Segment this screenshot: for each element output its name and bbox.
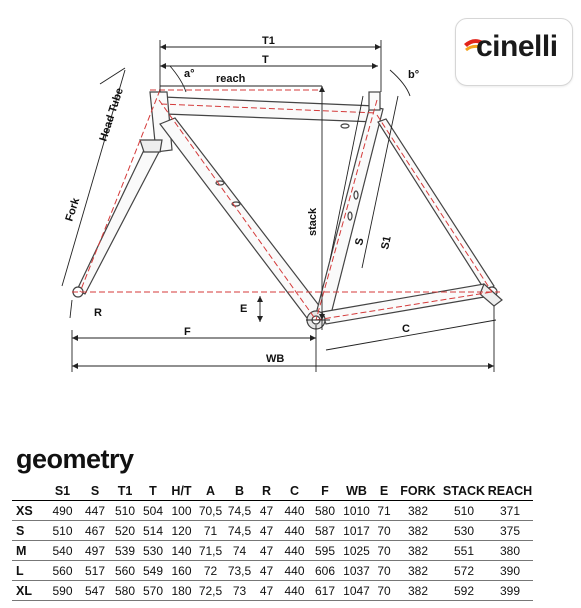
label-t1: T1 [262,35,275,47]
table-cell: 510 [441,501,487,521]
column-header: R [254,482,279,501]
table-cell: 539 [111,541,139,561]
label-f: F [184,326,191,338]
table-cell: 70 [373,541,395,561]
table-cell: 71,5 [196,541,225,561]
label-c: C [402,323,410,335]
table-row [12,581,533,601]
table-cell: 73 [225,581,254,601]
table-cell: 560 [111,561,139,581]
column-header: A [196,482,225,501]
table-cell: 70 [373,521,395,541]
table-cell: 47 [254,541,279,561]
table-row [12,501,533,521]
table-cell: 440 [279,541,310,561]
table-cell: 73,5 [225,561,254,581]
label-r: R [94,307,102,319]
table-cell: 74,5 [225,501,254,521]
size-cell: XL [12,581,46,601]
table-cell: 587 [310,521,340,541]
table-cell: 440 [279,521,310,541]
brand-logo: cinelli [476,30,558,63]
table-cell: 74,5 [225,521,254,541]
table-cell: 1047 [340,581,373,601]
table-cell: 497 [79,541,111,561]
column-header: S1 [46,482,79,501]
table-row [12,561,533,581]
table-cell: 71 [373,501,395,521]
table-cell: 580 [310,501,340,521]
table-cell: 540 [46,541,79,561]
column-header: S [79,482,111,501]
table-cell: 467 [79,521,111,541]
label-b-angle: b° [408,69,420,81]
table-cell: 547 [79,581,111,601]
size-cell: M [12,541,46,561]
table-cell: 617 [310,581,340,601]
column-header: E [373,482,395,501]
column-header: T [139,482,167,501]
table-cell: 120 [167,521,196,541]
table-cell: 595 [310,541,340,561]
table-cell: 72 [196,561,225,581]
table-cell: 371 [487,501,533,521]
table-cell: 514 [139,521,167,541]
table-cell: 47 [254,501,279,521]
table-cell: 70 [373,561,395,581]
table-cell: 560 [46,561,79,581]
label-s1: S1 [379,234,394,251]
table-cell: 47 [254,581,279,601]
table-cell: 382 [395,561,441,581]
size-cell: S [12,521,46,541]
table-cell: 530 [441,521,487,541]
table-cell: 1025 [340,541,373,561]
table-cell: 382 [395,541,441,561]
label-stack: stack [307,207,319,236]
table-cell: 140 [167,541,196,561]
geometry-table [12,482,533,601]
table-row [12,541,533,561]
label-head-tube: Head Tube [97,86,126,143]
table-cell: 1010 [340,501,373,521]
table-cell: 380 [487,541,533,561]
label-t: T [262,54,269,66]
table-cell: 100 [167,501,196,521]
table-cell: 47 [254,521,279,541]
table-cell: 520 [111,521,139,541]
column-header: B [225,482,254,501]
column-header [12,482,46,501]
table-cell: 440 [279,581,310,601]
table-cell: 549 [139,561,167,581]
table-cell: 510 [46,521,79,541]
table-cell: 606 [310,561,340,581]
table-cell: 71 [196,521,225,541]
table-cell: 160 [167,561,196,581]
column-header: C [279,482,310,501]
table-cell: 590 [46,581,79,601]
table-cell: 74 [225,541,254,561]
table-cell: 530 [139,541,167,561]
label-e: E [240,303,248,315]
label-reach: reach [216,73,246,85]
table-cell: 570 [139,581,167,601]
geometry-title: geometry [16,444,134,474]
label-wb: WB [266,353,285,365]
table-cell: 47 [254,561,279,581]
column-header: H/T [167,482,196,501]
table-cell: 440 [279,561,310,581]
table-cell: 1017 [340,521,373,541]
table-cell: 70 [373,581,395,601]
size-cell: XS [12,501,46,521]
table-cell: 382 [395,501,441,521]
table-cell: 592 [441,581,487,601]
table-header-row [12,482,533,501]
table-cell: 580 [111,581,139,601]
table-cell: 490 [46,501,79,521]
column-header: REACH [487,482,533,501]
label-s: S [353,236,367,247]
table-cell: 180 [167,581,196,601]
table-cell: 517 [79,561,111,581]
column-header: WB [340,482,373,501]
table-cell: 72,5 [196,581,225,601]
label-a-angle: a° [184,68,195,80]
table-cell: 572 [441,561,487,581]
table-cell: 399 [487,581,533,601]
table-row [12,521,533,541]
table-cell: 382 [395,581,441,601]
size-cell: L [12,561,46,581]
table-cell: 504 [139,501,167,521]
column-header: F [310,482,340,501]
column-header: FORK [395,482,441,501]
table-cell: 375 [487,521,533,541]
table-cell: 382 [395,521,441,541]
table-cell: 1037 [340,561,373,581]
label-fork: Fork [63,196,83,223]
table-cell: 510 [111,501,139,521]
column-header: T1 [111,482,139,501]
table-cell: 390 [487,561,533,581]
column-header: STACK [441,482,487,501]
table-cell: 440 [279,501,310,521]
table-cell: 70,5 [196,501,225,521]
table-cell: 551 [441,541,487,561]
table-cell: 447 [79,501,111,521]
